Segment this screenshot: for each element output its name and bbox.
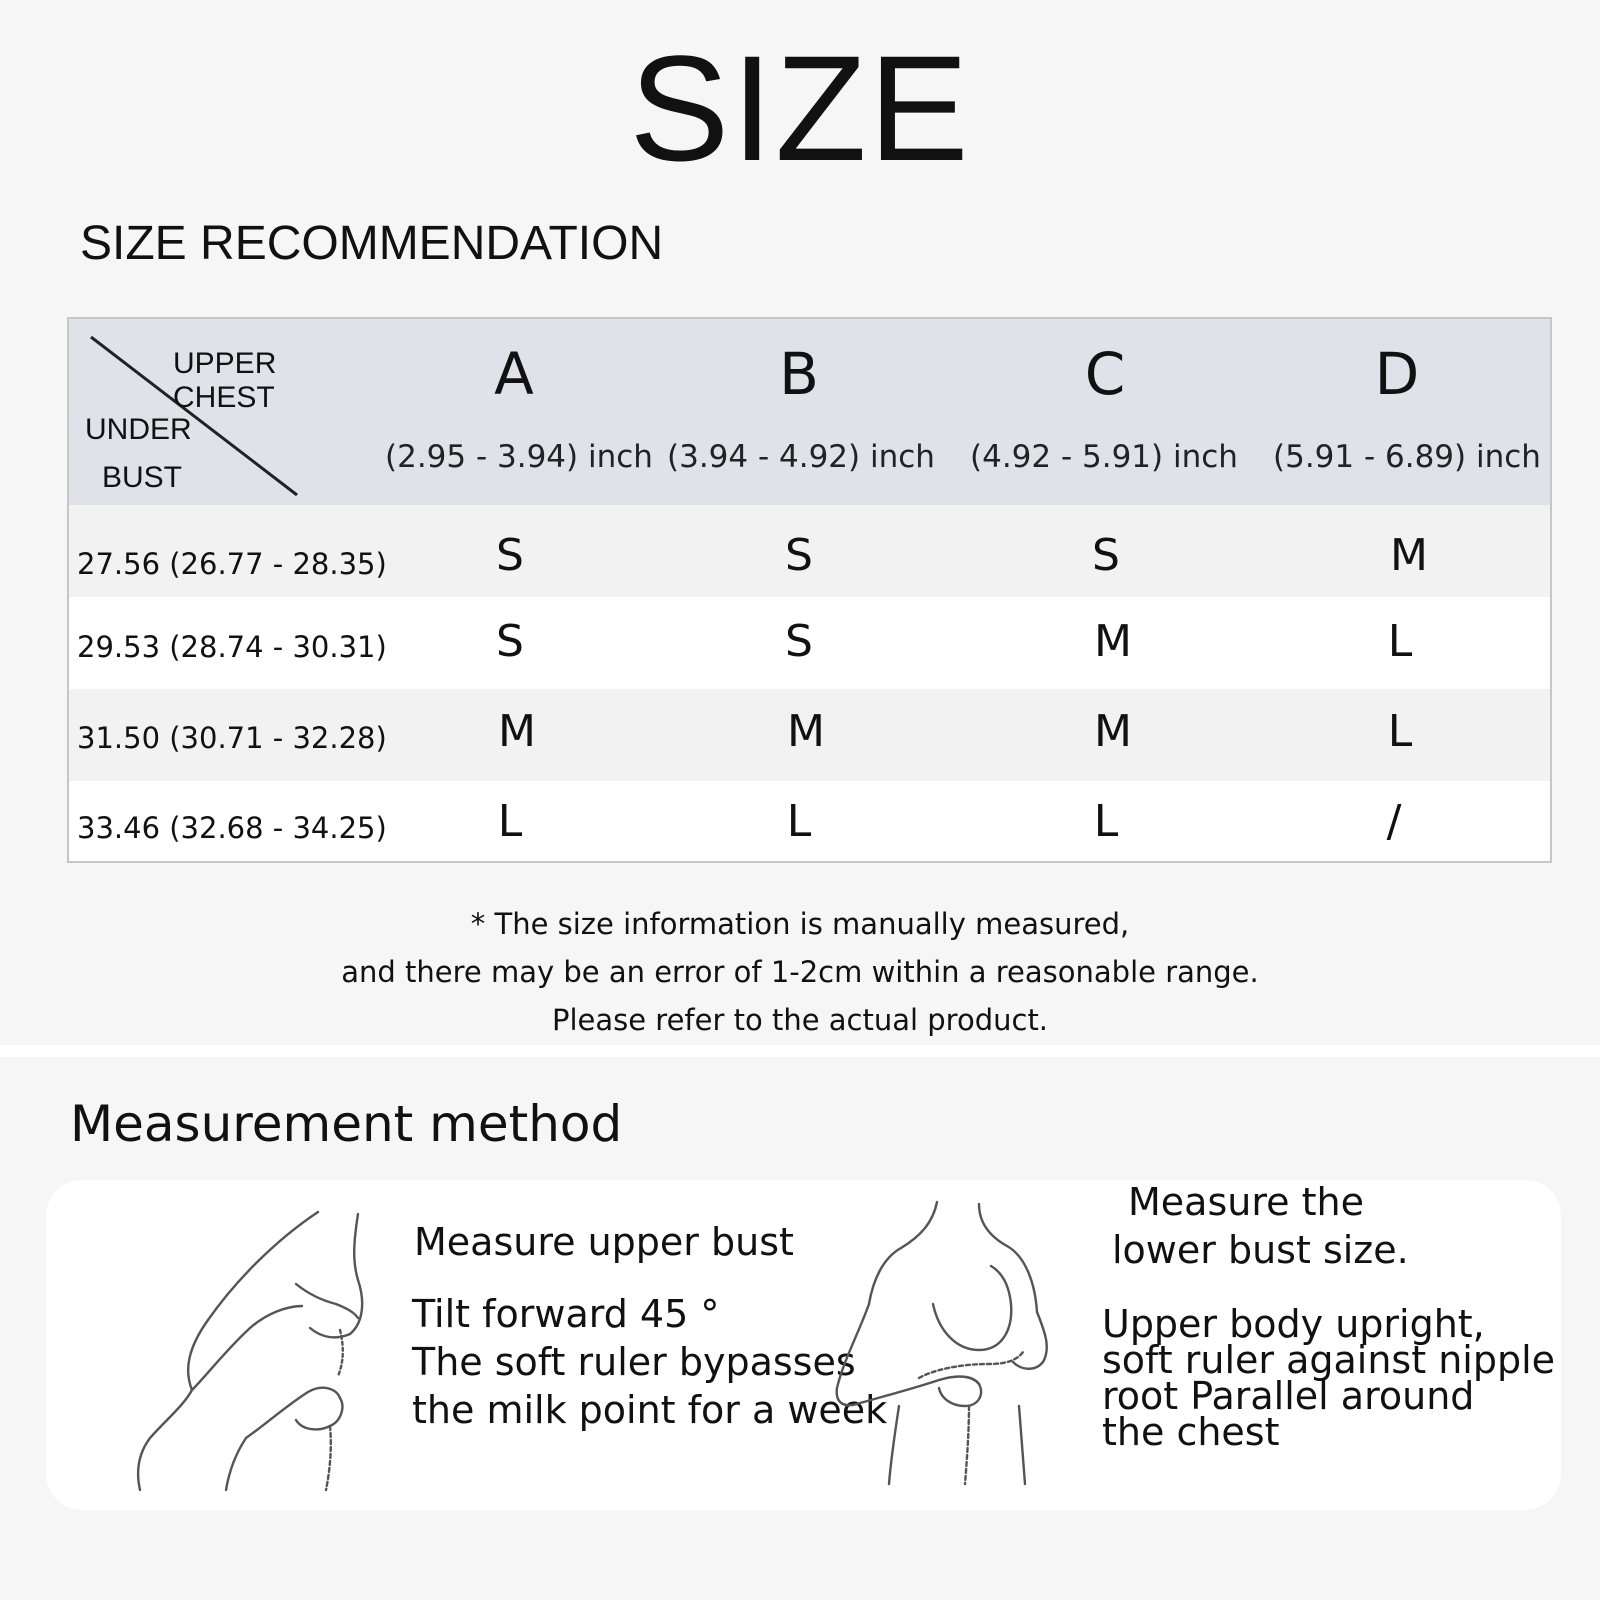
cup-letter-a: A bbox=[494, 340, 534, 408]
size-cell: S bbox=[1092, 530, 1120, 581]
size-cell: S bbox=[785, 616, 813, 667]
cup-range-d: (5.91 - 6.89) inch bbox=[1273, 439, 1541, 475]
size-cell: M bbox=[1094, 616, 1132, 667]
row-label: 29.53 (28.74 - 30.31) bbox=[77, 630, 387, 664]
table-row bbox=[69, 505, 1550, 597]
under-label: UNDER bbox=[85, 413, 192, 446]
size-cell: S bbox=[496, 530, 524, 581]
table-row bbox=[69, 597, 1550, 689]
lower-bust-heading-line: Measure the bbox=[1128, 1180, 1364, 1224]
size-cell: M bbox=[1094, 706, 1132, 757]
size-cell: L bbox=[786, 796, 812, 847]
size-note-line-2: and there may be an error of 1-2cm within a reasonable range. bbox=[341, 955, 1259, 989]
size-cell: L bbox=[1387, 706, 1413, 757]
upper-chest-label: UPPER CHEST bbox=[173, 347, 277, 414]
upper-bust-figure bbox=[126, 1200, 426, 1500]
measurement-card bbox=[46, 1180, 1561, 1510]
page-title: SIZE bbox=[629, 24, 971, 192]
lower-bust-heading-line: lower bust size. bbox=[1112, 1228, 1409, 1272]
size-cell: M bbox=[498, 706, 536, 757]
section-title: SIZE RECOMMENDATION bbox=[80, 217, 664, 270]
bust-label: BUST bbox=[102, 461, 183, 494]
upper-bust-line: Tilt forward 45 ° bbox=[412, 1292, 720, 1336]
corner-cell bbox=[69, 319, 379, 505]
section-divider bbox=[0, 1045, 1600, 1057]
lower-bust-line: the chest bbox=[1102, 1410, 1280, 1454]
measurement-method-title: Measurement method bbox=[70, 1095, 623, 1153]
size-cell: S bbox=[496, 616, 524, 667]
lower-bust-line: Upper body upright, bbox=[1102, 1302, 1485, 1346]
upper-bust-line: The soft ruler bypasses bbox=[412, 1340, 856, 1384]
row-label: 31.50 (30.71 - 32.28) bbox=[77, 721, 387, 755]
size-cell: M bbox=[787, 706, 825, 757]
size-cell: M bbox=[1390, 530, 1428, 581]
cup-letter-d: D bbox=[1374, 340, 1420, 408]
size-note-line-1: * The size information is manually measured, bbox=[470, 907, 1130, 941]
size-table bbox=[67, 317, 1552, 863]
lower-bust-line: soft ruler against nipple bbox=[1102, 1338, 1556, 1382]
lower-bust-line: root Parallel around bbox=[1102, 1374, 1475, 1418]
upper-bust-heading: Measure upper bust bbox=[414, 1220, 794, 1264]
cup-range-a: (2.95 - 3.94) inch bbox=[385, 439, 653, 475]
cup-letter-c: C bbox=[1084, 340, 1126, 408]
row-label: 27.56 (26.77 - 28.35) bbox=[77, 547, 387, 581]
size-note-line-3: Please refer to the actual product. bbox=[551, 1003, 1049, 1037]
size-cell: L bbox=[1093, 796, 1119, 847]
size-cell: L bbox=[1387, 616, 1413, 667]
table-row bbox=[69, 689, 1550, 781]
cup-letter-b: B bbox=[779, 340, 819, 408]
row-label: 33.46 (32.68 - 34.25) bbox=[77, 811, 387, 845]
size-cell: S bbox=[785, 530, 813, 581]
table-row bbox=[69, 781, 1550, 861]
table-header-row bbox=[69, 319, 1550, 505]
lower-bust-figure bbox=[829, 1192, 1079, 1492]
size-cell: L bbox=[497, 796, 523, 847]
size-cell: / bbox=[1386, 796, 1402, 847]
cup-range-c: (4.92 - 5.91) inch bbox=[970, 439, 1238, 475]
upper-bust-line: the milk point for a week bbox=[412, 1388, 888, 1432]
cup-range-b: (3.94 - 4.92) inch bbox=[667, 439, 935, 475]
